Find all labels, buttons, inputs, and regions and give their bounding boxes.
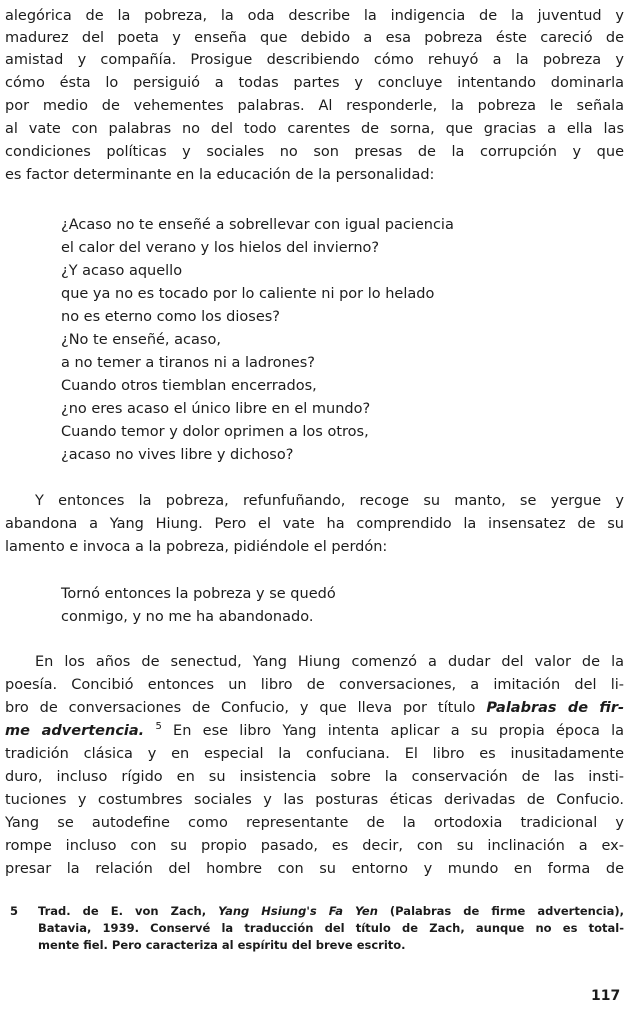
book-title: Palabras de fir- <box>486 700 624 716</box>
body-text-line: madurez del poeta y enseña que debido a esa pobreza éste careció de <box>5 30 624 46</box>
body-text-line: Y entonces la pobreza, refunfuñando, recoge su manto, se yergue y <box>35 493 624 509</box>
body-text-line: por medio de vehementes palabras. Al responderle, la pobreza le señala <box>5 98 624 114</box>
verse-line: ¿acaso no vives libre y dichoso? <box>61 447 294 463</box>
page-number: 117 <box>591 988 621 1004</box>
verse-line: el calor del verano y los hielos del invierno? <box>61 240 380 256</box>
footnote-line: Batavia, 1939. Conservé la traducción del título de Zach, aunque no es total- <box>38 921 624 935</box>
body-text-line: rompe incluso con su propio pasado, es decir, con su inclinación a ex- <box>5 838 624 854</box>
body-text-line: condiciones políticas y sociales no son presas de la corrupción y que <box>5 144 624 160</box>
verse-line: que ya no es tocado por lo caliente ni por lo helado <box>61 286 435 302</box>
body-text-line <box>5 698 624 719</box>
footnote-segment: (Palabras de firme advertencia), <box>377 904 624 918</box>
footnote-reference: 5 <box>155 721 162 733</box>
body-text-segment: En ese libro Yang intenta aplicar a su propia época la <box>161 723 624 739</box>
verse-line: Tornó entonces la pobreza y se quedó <box>61 586 336 602</box>
verse-line: ¿No te enseñé, acaso, <box>61 332 221 348</box>
verse-line: ¿Y acaso aquello <box>61 263 183 279</box>
body-text-line: abandona a Yang Hiung. Pero el vate ha comprendido la insensatez de su <box>5 516 624 532</box>
footnote-line <box>38 903 624 919</box>
verse-line: conmigo, y no me ha abandonado. <box>61 609 314 625</box>
body-text-segment: bro de conversaciones de Confucio, y que lleva por título <box>5 700 487 716</box>
book-title: me advertencia. <box>5 723 145 739</box>
footnote-line: mente fiel. Pero caracteriza al espíritu del breve escrito. <box>38 938 406 952</box>
body-text-line: poesía. Concibió entonces un libro de conversaciones, a imitación del li- <box>5 677 624 693</box>
verse-line: Cuando temor y dolor oprimen a los otros, <box>61 424 369 440</box>
footnote-number: 5 <box>10 904 19 918</box>
body-text-line: es factor determinante en la educación de la personalidad: <box>5 167 435 183</box>
footnote-segment: Trad. de E. von Zach, <box>38 904 219 918</box>
verse-line: ¿Acaso no te enseñé a sobrellevar con igual paciencia <box>61 217 454 233</box>
footnote-book-title: Yang Hsiung's Fa Yen <box>218 904 378 918</box>
body-text-line: Yang se autodefine como representante de la ortodoxia tradicional y <box>5 815 624 831</box>
body-text-line: En los años de senectud, Yang Hiung comenzó a dudar del valor de la <box>35 654 624 670</box>
verse-line: ¿no eres acaso el único libre en el mundo? <box>61 401 371 417</box>
body-text-line: presar la relación del hombre con su entorno y mundo en forma de <box>5 861 624 877</box>
verse-line: no es eterno como los dioses? <box>61 309 281 325</box>
body-text-line <box>5 721 624 742</box>
body-text-line: amistad y compañía. Prosigue describiendo cómo rehuyó a la pobreza y <box>5 52 624 68</box>
body-text-line: cómo ésta lo persiguió a todas partes y concluye intentando dominarla <box>5 75 624 91</box>
body-text-line: tradición clásica y en especial la confuciana. El libro es inusitadamente <box>5 746 624 762</box>
body-text-line: al vate con palabras no del todo carentes de sorna, que gracias a ella las <box>5 121 624 137</box>
body-text-line: duro, incluso rígido en su insistencia sobre la conservación de las insti- <box>5 769 624 785</box>
body-text-line: lamento e invoca a la pobreza, pidiéndole el perdón: <box>5 539 388 555</box>
body-text-line: tuciones y costumbres sociales y las posturas éticas derivadas de Confucio. <box>5 792 624 808</box>
verse-line: Cuando otros tiemblan encerrados, <box>61 378 317 394</box>
verse-line: a no temer a tiranos ni a ladrones? <box>61 355 315 371</box>
body-text-line: alegórica de la pobreza, la oda describe la indigencia de la juventud y <box>5 8 624 24</box>
